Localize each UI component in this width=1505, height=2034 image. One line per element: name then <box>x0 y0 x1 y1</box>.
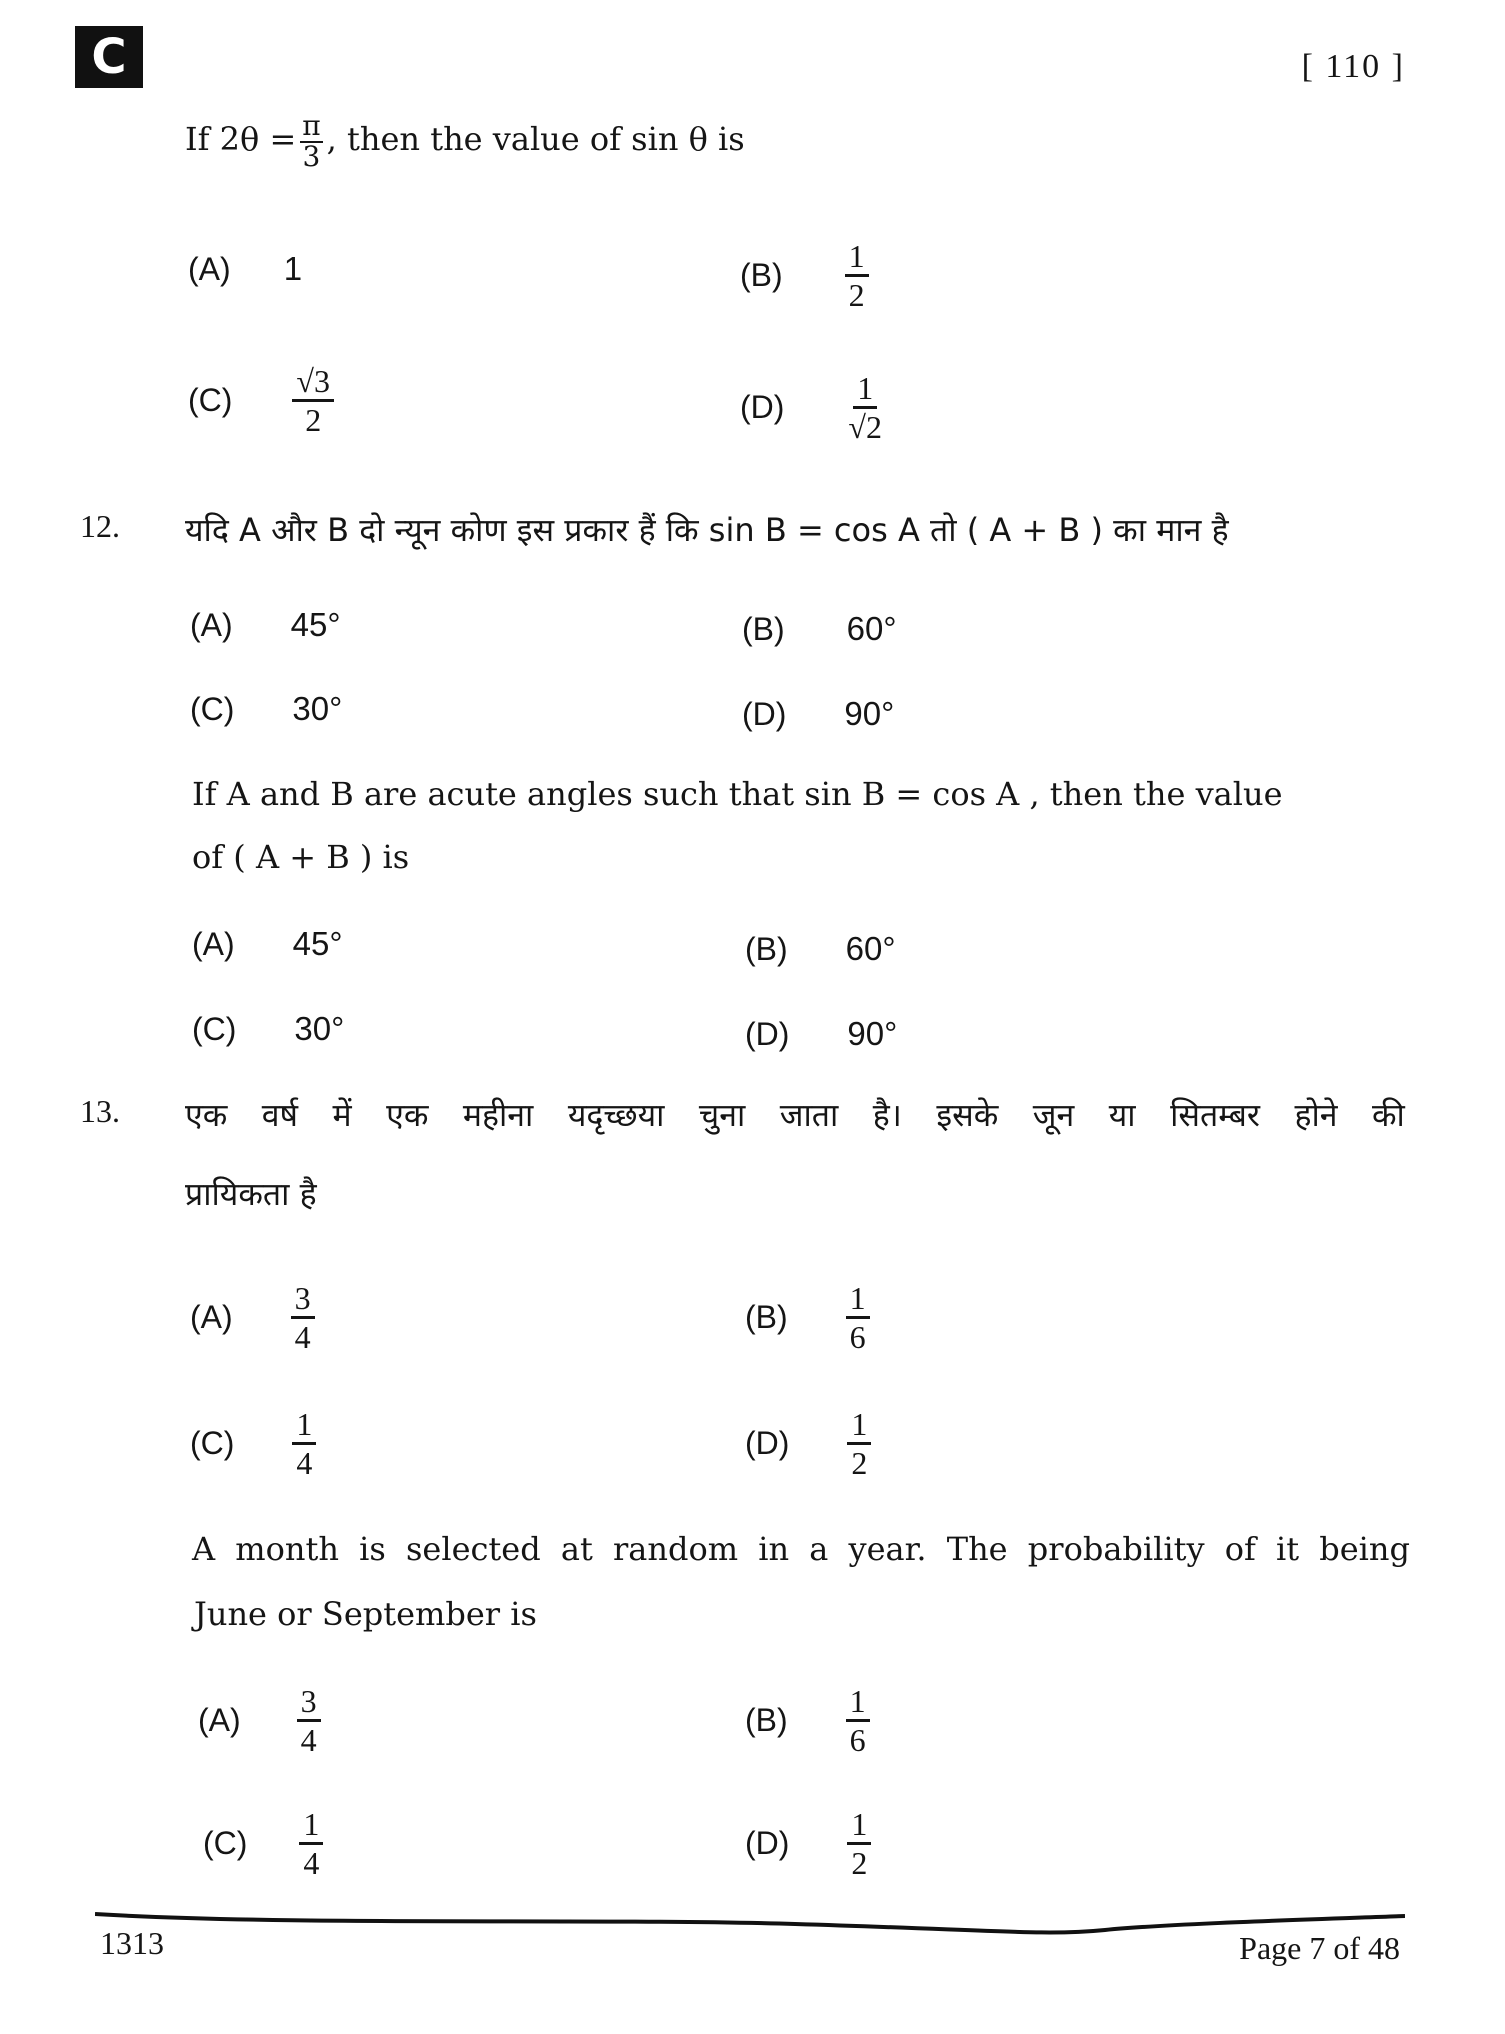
q11-suffix: , then the value of sin θ is <box>326 120 745 158</box>
fraction: $\frac{1}{6}$ <box>846 1685 870 1756</box>
q12-en-option-c[interactable]: (C) 30° <box>192 1010 345 1047</box>
q13-english-line1: A month is selected at random in a year. The probability of it being <box>192 1530 1410 1568</box>
q11-option-c[interactable]: (C) $\frac{√3}{2}$ <box>188 365 334 436</box>
q13-hi-option-c[interactable]: (C) $\frac{1}{4}$ <box>190 1408 316 1479</box>
q13-english-line2: June or September is <box>194 1595 537 1633</box>
q13-en-option-b[interactable]: (B) $\frac{1}{6}$ <box>745 1685 870 1756</box>
q13-hi-option-b[interactable]: (B) $\frac{1}{6}$ <box>745 1282 870 1353</box>
q12-en-option-b[interactable]: (B) 60° <box>745 930 896 967</box>
fraction: $\frac{1}{4}$ <box>292 1408 316 1479</box>
q12-english-line2: of ( A + B ) is <box>192 838 410 876</box>
q13-en-option-c[interactable]: (C) $\frac{1}{4}$ <box>203 1808 323 1879</box>
q11-prefix: If 2θ = <box>185 120 297 158</box>
fraction: $\frac{1}{2}$ <box>845 240 869 311</box>
q12-hi-option-a[interactable]: (A) 45° <box>190 606 341 643</box>
q11-english-text <box>185 109 745 173</box>
fraction: $\frac{1}{2}$ <box>847 1808 871 1879</box>
q12-number: 12. <box>80 508 120 544</box>
fraction: $\frac{1}{2}$ <box>847 1408 871 1479</box>
q12-english-line1: If A and B are acute angles such that sin B = cos A , then the value <box>192 775 1283 813</box>
fraction: $\frac{3}{4}$ <box>297 1685 321 1756</box>
q13-en-option-a[interactable]: (A) $\frac{3}{4}$ <box>198 1685 321 1756</box>
q12-hi-option-c[interactable]: (C) 30° <box>190 690 343 727</box>
q13-hi-option-a[interactable]: (A) $\frac{3}{4}$ <box>190 1282 315 1353</box>
fraction: $\frac{1}{6}$ <box>846 1282 870 1353</box>
q12-hi-option-d[interactable]: (D) 90° <box>742 695 895 732</box>
fraction: $\frac{√3}{2}$ <box>292 365 334 436</box>
paper-code: 1313 <box>100 1925 164 1961</box>
fraction: $\frac{1}{4}$ <box>299 1808 323 1879</box>
q11-option-d[interactable]: (D) $\frac{1}{√2}$ <box>740 370 882 445</box>
q12-hi-option-b[interactable]: (B) 60° <box>742 610 897 647</box>
q12-en-option-a[interactable]: (A) 45° <box>192 925 343 962</box>
q12-hindi-text: यदि A और B दो न्यून कोण इस प्रकार हैं कि sin B = cos A तो ( A + B ) का मान है <box>185 511 1229 549</box>
q13-number: 13. <box>80 1093 120 1129</box>
fraction: $\frac{3}{4}$ <box>291 1282 315 1353</box>
set-code-badge: C <box>75 26 143 88</box>
q12-en-option-d[interactable]: (D) 90° <box>745 1015 898 1052</box>
q13-hindi-line2: प्रायिकता है <box>185 1175 317 1213</box>
q11-option-a[interactable]: (A) 1 <box>188 250 303 287</box>
q13-hi-option-d[interactable]: (D) $\frac{1}{2}$ <box>745 1408 871 1479</box>
page-number: Page 7 of 48 <box>1239 1930 1400 1966</box>
page-marker: [ 110 ] <box>1301 48 1405 85</box>
fraction: $\frac{1}{√2}$ <box>848 370 882 445</box>
footer-divider <box>95 1912 1405 1938</box>
q11-fraction: $\frac{\pi}{3}$ <box>302 109 321 173</box>
q11-option-b[interactable]: (B) $\frac{1}{2}$ <box>740 240 869 311</box>
q13-hindi-line1: एक वर्ष में एक महीना यदृच्छया चुना जाता है। इसके जून या सितम्बर होने की <box>185 1096 1405 1134</box>
q13-en-option-d[interactable]: (D) $\frac{1}{2}$ <box>745 1808 871 1879</box>
